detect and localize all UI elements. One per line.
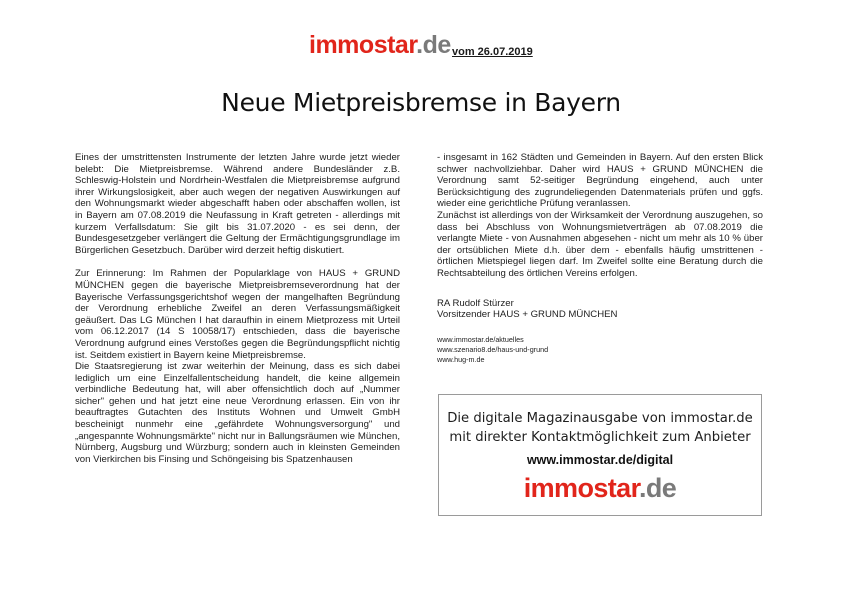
link-aktuelles[interactable]: www.immostar.de/aktuelles: [437, 334, 524, 344]
link-list: [437, 335, 763, 365]
logo-part-star: star: [373, 31, 417, 59]
link-szenario8[interactable]: www.szenario8.de/haus-und-grund: [437, 344, 549, 354]
left-column: [75, 152, 400, 465]
link-hug-m[interactable]: www.hug-m.de: [437, 354, 485, 364]
paragraph: Eines der umstrittensten Instrumente der letzten Jahre wurde jetzt wieder belebt: Die Mietpreisbremse. Während andere Bundesländer z.B. Schleswig-Holstein und Nordrhein-Westfalen die Mietpreisbremse aufgrund ihrer Wirkungslosigkeit, aber auch wegen der negativen Auswirkungen auf den Wohnungsmarkt wieder abgeschafft haben oder abschaffen wollen, ist in Bayern am 07.08.2019 die Neufassung in Kraft getreten - allerdings mit kurzem Verfallsdatum: Sie gilt bis 31.07.2020 - es sei denn, der Bundesgesetzgeber verlängert die Geltung der Ermächtigungsgrundlage im Bürgerlichen Gesetzbuch. Darüber wird derzeit heftig diskutiert.: [75, 152, 400, 256]
author-name: RA Rudolf Stürzer: [437, 297, 514, 309]
ad-line-2: mit direkter Kontaktmöglichkeit zum Anbieter: [449, 430, 751, 445]
paragraph: Zur Erinnerung: Im Rahmen der Popularklage von HAUS + GRUND MÜNCHEN gegen die bayerische Mietpreisbremseverordnung hat der Bayerische Verfassungsgerichtshof wegen der mangelhaften Begründung der Verordnung erhebliche Zweifel an deren Verfassungsmäßigkeit geäußert. Das LG München I hat daraufhin in einem Mietprozess mit Urteil vom 06.12.2017 (14 S 10058/17) entschieden, dass die bayerische Verordnung aufgrund eines Verstoßes gegen die Begründungspflicht nichtig ist. Seitdem existiert in Bayern keine Mietpreisbremse.: [75, 268, 400, 361]
ad-line-1: Die digitale Magazinausgabe von immostar.de: [447, 411, 753, 426]
ad-logo-part-star: star: [593, 473, 640, 503]
article-title: Neue Mietpreisbremse in Bayern: [221, 88, 621, 117]
ad-logo-part-immo: immo: [523, 473, 594, 503]
ad-immostar-logo[interactable]: [439, 473, 761, 503]
ad-logo-part-de: .de: [639, 473, 677, 503]
logo-part-immo: immo: [309, 31, 374, 59]
ad-url-link[interactable]: www.immostar.de/digital: [526, 453, 674, 467]
digital-magazine-ad: [438, 394, 762, 516]
signature: [437, 290, 763, 321]
paragraph: Zunächst ist allerdings von der Wirksamkeit der Verordnung auszugehen, so dass bei Abschluss von Wohnungsmietverträgen ab 07.08.2019 die verlangte Miete - von Ausnahmen abgesehen - nicht um mehr als 10 % über der ortsüblichen Miete d.h. über dem - ebenfalls häufig umstrittenen - örtlichen Mietspiegel liegen darf. Im Zweifel sollte eine Beratung durch die Rechtsabteilung des örtlichen Vereins erfolgen.: [437, 209, 763, 279]
author-role: Vorsitzender HAUS + GRUND MÜNCHEN: [437, 309, 618, 321]
paragraph: Die Staatsregierung ist zwar weiterhin der Meinung, dass es sich dabei lediglich um eine Einzelfallentscheidung handelt, die keine allgemein verbindliche Bedeutung hat, will aber offensichtlich doch auf „Nummer sicher" gehen und hat jetzt eine neue Verordnung erlassen. Ein von ihr beauftragtes Gutachten des Instituts Wohnen und Umwelt GmbH bescheinigt nunmehr eine „gefährdete Wohnungsversorgung" und „angespannte Wohnungsmärkte" nicht nur in Ballungsräumen wie München, Nürnberg, Augsburg und Würzburg; sondern auch in kleinsten Gemeinden von Vierkirchen bis Finsing und Schöngeising bis Spatzenhausen: [75, 361, 400, 465]
header: [309, 30, 549, 64]
logo-part-de: .de: [416, 31, 451, 59]
publication-date: vom 26.07.2019: [452, 46, 533, 58]
paragraph: - insgesamt in 162 Städten und Gemeinden in Bayern. Auf den ersten Blick schwer nachvollziehbar. Daher wird HAUS + GRUND MÜNCHEN die Verordnung samt 52-seitiger Begründung eingehend, auch unter Berücksichtigung des zugrundeliegenden Datenmaterials prüfen und ggfs. wieder eine gerichtliche Prüfung veranlassen.: [437, 152, 763, 210]
right-column: [437, 152, 763, 365]
immostar-logo[interactable]: [309, 30, 451, 60]
